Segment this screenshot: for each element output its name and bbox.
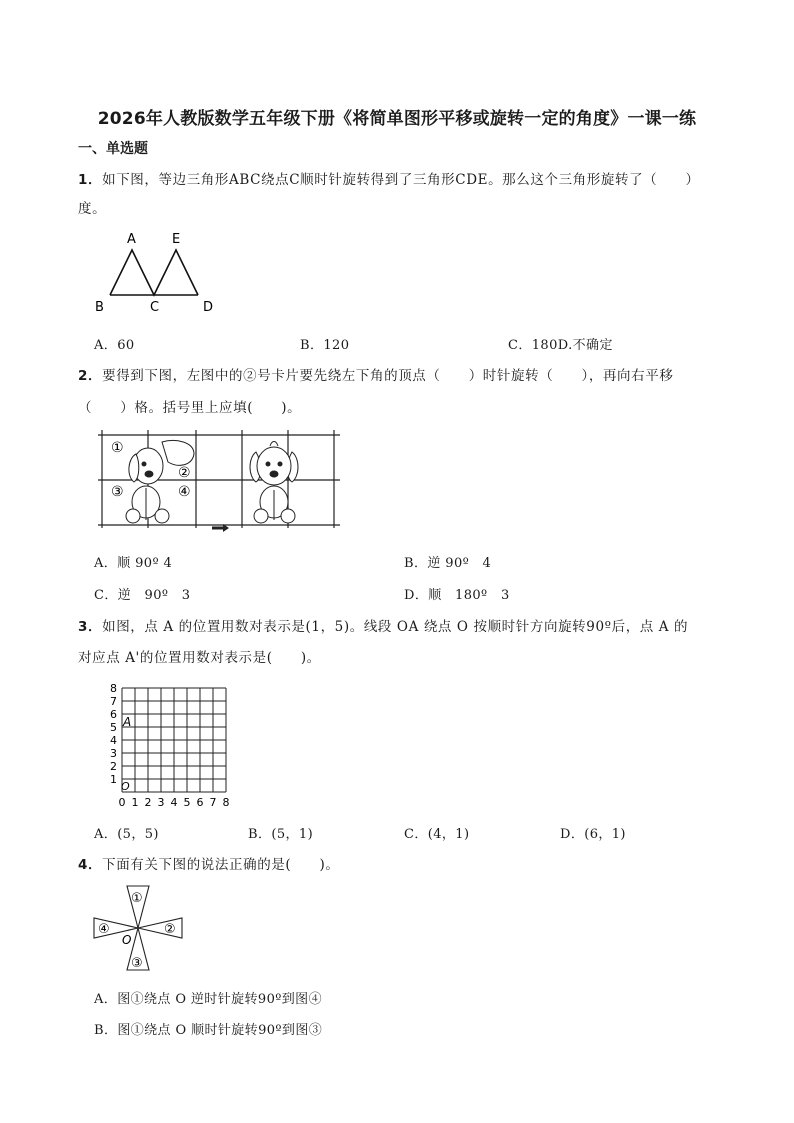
q4-text-line1: [78, 853, 339, 873]
q4-pinwheel-figure: [92, 884, 188, 974]
q1-text-line2: 度。: [78, 201, 107, 217]
q2-option-b[interactable]: B．逆 90º 4: [404, 556, 492, 571]
q1-label-d: D: [203, 300, 214, 315]
q3-x-tick-label: 6: [196, 796, 204, 809]
q3-origin-label: O: [121, 780, 130, 793]
q1-text-line1: [78, 168, 700, 188]
q2-left-puppy-drawing: [126, 441, 194, 524]
q1-triangle-figure: [90, 228, 230, 316]
q4-label-2: ②: [164, 922, 176, 937]
q3-text-line2: 对应点 A'的位置用数对表示是( )。: [78, 650, 321, 666]
q2-stem-a: 要得到下图，左图中的: [102, 368, 244, 384]
q3-x-tick-label: 3: [157, 796, 165, 809]
q3-x-tick-label: 7: [209, 796, 217, 809]
q2-option-a[interactable]: A．顺 90º 4: [94, 556, 173, 571]
q4-number: 4．: [78, 857, 103, 873]
q4-center-label: O: [122, 933, 132, 947]
q3-y-tick-label: 4: [110, 734, 117, 747]
q3-option-c[interactable]: C．(4，1): [404, 827, 470, 842]
section-heading: 一、单选题: [78, 141, 148, 157]
q3-x-tick-label: 2: [144, 796, 152, 809]
q4-label-3: ③: [131, 956, 143, 971]
q3-grid-lines: [122, 688, 226, 792]
q3-y-tick-label: 5: [110, 721, 117, 734]
q3-stem: 如图，点 A 的位置用数对表示是(1，5)。线段 OA 绕点 O 按顺时针方向旋转90º后，点 A 的: [102, 619, 689, 635]
q2-text-line1: [78, 364, 673, 384]
q2-text-line2: （ ）格。括号里上应填( )。: [78, 400, 302, 416]
q3-y-tick-label: 6: [110, 708, 117, 721]
q3-y-tick-label: 2: [110, 760, 117, 773]
q2-card-label-3: ③: [111, 484, 124, 500]
page-title: 2026年人教版数学五年级下册《将简单图形平移或旋转一定的角度》一课一练: [97, 109, 697, 129]
q1-triangle-edges: [110, 250, 198, 295]
q3-point-a-label: A: [123, 715, 132, 729]
q1-number: 1．: [78, 172, 103, 188]
q3-coordinate-grid: [106, 674, 242, 810]
q2-puppy-grid-figure: [96, 428, 344, 536]
q1-label-a: A: [127, 232, 136, 247]
q2-option-d[interactable]: D．顺 180º 3: [404, 588, 510, 603]
q3-x-tick-label: 8: [222, 796, 230, 809]
q4-label-1: ①: [131, 891, 143, 906]
q1-option-c[interactable]: C．180D.不确定: [508, 338, 613, 353]
q1-label-e: E: [172, 232, 181, 247]
q3-option-d[interactable]: D．(6，1): [560, 827, 626, 842]
q3-number: 3．: [78, 619, 103, 635]
q2-right-puppy-drawing: [250, 442, 298, 524]
q3-y-tick-label: 8: [110, 682, 117, 695]
q3-text-line1: [78, 615, 688, 635]
q3-y-tick-label: 1: [110, 773, 117, 786]
q4-option-a[interactable]: A．图①绕点 O 逆时针旋转90º到图④: [94, 992, 322, 1007]
q4-label-4: ④: [98, 922, 110, 937]
q3-option-a[interactable]: A．(5，5): [94, 827, 159, 842]
q3-x-tick-label: 5: [183, 796, 191, 809]
q3-y-tick-label: 7: [110, 695, 117, 708]
q1-label-c: C: [150, 300, 160, 315]
q2-stem-b: 号卡片要先绕左下角的顶点（ ）时针旋转（ ），再向右平移: [257, 368, 674, 384]
q1-option-b[interactable]: B．120: [300, 338, 350, 353]
q3-option-b[interactable]: B．(5，1): [248, 827, 314, 842]
q1-option-a[interactable]: A．60: [94, 338, 135, 353]
q3-x-tick-label: 4: [170, 796, 178, 809]
q4-option-b[interactable]: B．图①绕点 O 顺时针旋转90º到图③: [94, 1023, 323, 1038]
q3-y-tick-label: 3: [110, 747, 117, 760]
q2-circled-label: ②: [243, 368, 258, 384]
q2-card-label-2: ②: [178, 465, 191, 481]
q3-y-ticks: [110, 682, 117, 786]
q2-card-label-4: ④: [178, 484, 191, 500]
q2-number: 2．: [78, 368, 103, 384]
q1-label-b: B: [95, 300, 104, 315]
q3-x-tick-label: 1: [131, 796, 139, 809]
q1-stem: 如下图，等边三角形ABC绕点C顺时针旋转得到了三角形CDE。那么这个三角形旋转了（ ）: [102, 172, 700, 188]
q4-stem: 下面有关下图的说法正确的是( )。: [102, 857, 340, 873]
q3-x-ticks: [119, 796, 230, 809]
q3-x-tick-label: 0: [118, 796, 126, 809]
q2-card-label-1: ①: [111, 440, 124, 456]
q2-option-c[interactable]: C．逆 90º 3: [94, 588, 191, 603]
